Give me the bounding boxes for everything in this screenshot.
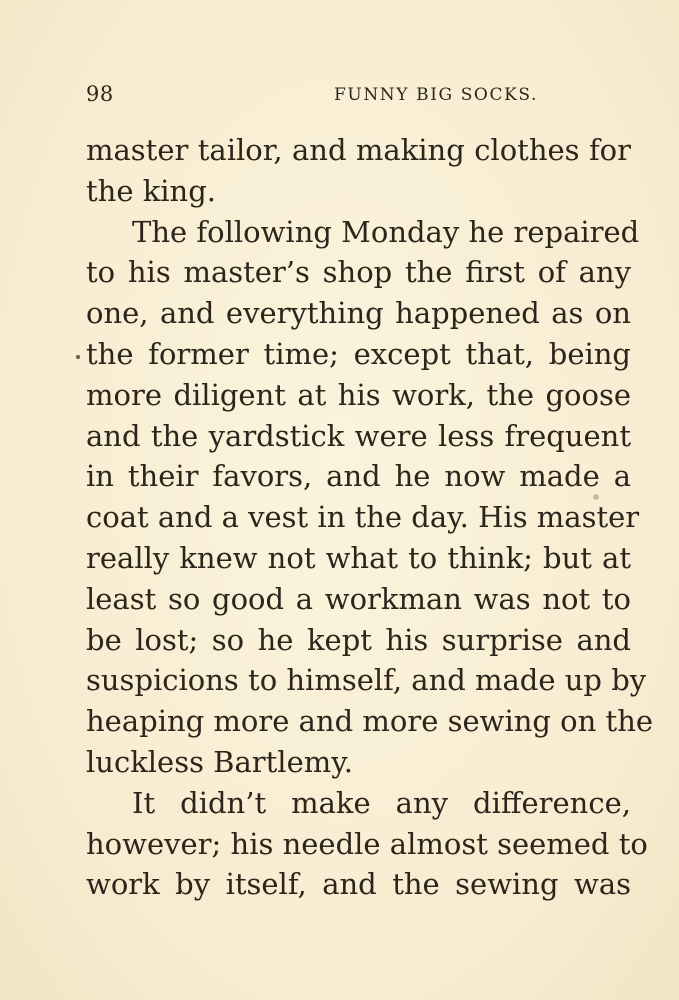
- text-line: heaping more and more sewing on the: [86, 704, 654, 739]
- text-line: really knew not what to think; but at: [86, 540, 631, 575]
- text-line: coat and a vest in the day. His master: [86, 500, 640, 535]
- text-line: master tailor, and making clothes for: [86, 133, 631, 167]
- text-line: luckless Bartlemy.: [86, 744, 353, 779]
- running-title: FUNNY BIG SOCKS.: [334, 85, 539, 105]
- ink-speck: [76, 355, 80, 359]
- text-line: to his master’s shop the first of any: [86, 255, 631, 290]
- text-line: the former time; except that, being: [86, 336, 631, 371]
- text-line: suspicions to himself, and made up by: [86, 663, 647, 698]
- page-number: 98: [86, 82, 114, 106]
- text-line: one, and everything happened as on: [86, 296, 631, 331]
- text-line: and the yardstick were less frequent: [86, 418, 631, 453]
- text-line: however; his needle almost seemed to: [86, 826, 648, 861]
- text-line: be lost; so he kept his surprise and: [86, 622, 631, 657]
- text-line: work by itself, and the sewing was: [86, 867, 631, 902]
- body-text: [86, 130, 654, 905]
- page-header: [86, 82, 631, 108]
- text-line: more diligent at his work, the goose: [86, 377, 631, 412]
- ink-speck: [593, 494, 599, 500]
- text-line: The following Monday he repaired: [132, 214, 640, 249]
- text-line: least so good a workman was not to: [86, 581, 631, 616]
- text-line: It didn’t make any difference,: [132, 785, 631, 820]
- text-line: the king.: [86, 173, 217, 208]
- text-line: in their favors, and he now made a: [86, 459, 631, 494]
